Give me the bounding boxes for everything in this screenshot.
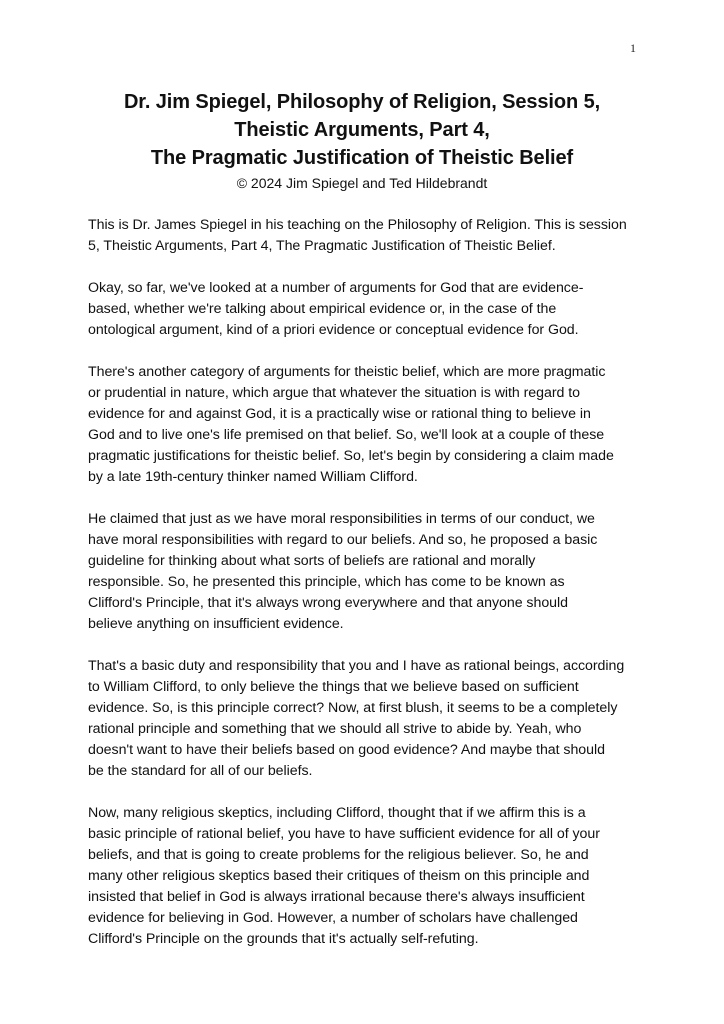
paragraph-pragmatic-arguments	[88, 362, 644, 488]
paragraph-religious-skeptics	[88, 803, 644, 950]
title-line-3: The Pragmatic Justification of Theistic Belief	[150, 147, 574, 169]
paragraph-line: believe anything on insufficient evidence.	[88, 616, 344, 632]
paragraph-line: evidence for believing in God. However, a number of scholars have challenged	[88, 910, 578, 926]
copyright-line: © 2024 Jim Spiegel and Ted Hildebrandt	[236, 175, 488, 191]
paragraph-cliffords-principle	[88, 509, 644, 635]
paragraph-line: beliefs, and that is going to create problems for the religious believer. So, he and	[88, 847, 589, 863]
title-line-2: Theistic Arguments, Part 4,	[234, 119, 490, 141]
paragraph-line: have moral responsibilities with regard to our beliefs. And so, he proposed a basic	[88, 532, 598, 548]
paragraph-line: evidence for and against God, it is a practically wise or rational thing to believe in	[88, 406, 591, 422]
document-body	[88, 215, 644, 971]
paragraph-line: by a late 19th-century thinker named William Clifford.	[88, 469, 418, 485]
paragraph-line: evidence. So, is this principle correct? Now, at first blush, it seems to be a completely	[88, 700, 618, 716]
paragraph-line: 5, Theistic Arguments, Part 4, The Pragmatic Justification of Theistic Belief.	[88, 238, 556, 254]
paragraph-line: many other religious skeptics based their critiques of theism on this principle and	[88, 868, 590, 884]
paragraph-line: insisted that belief in God is always irrational because there's always insufficient	[88, 889, 585, 905]
paragraph-line: pragmatic justifications for theistic belief. So, let's begin by considering a claim made	[88, 448, 614, 464]
paragraph-line: This is Dr. James Spiegel in his teaching on the Philosophy of Religion. This is session	[88, 217, 627, 233]
paragraph-line: Clifford's Principle on the grounds that it's actually self-refuting.	[88, 931, 479, 947]
paragraph-line: rational principle and something that we should all strive to abide by. Yeah, who	[88, 721, 582, 737]
page-number: 1	[630, 41, 636, 55]
paragraph-line: ontological argument, kind of a priori evidence or conceptual evidence for God.	[88, 322, 579, 338]
paragraph-intro	[88, 215, 644, 257]
paragraph-line: Okay, so far, we've looked at a number of arguments for God that are evidence-	[88, 280, 584, 296]
paragraph-line: Now, many religious skeptics, including Clifford, thought that if we affirm this is a	[88, 805, 586, 821]
paragraph-rational-duty	[88, 656, 644, 782]
paragraph-line: to William Clifford, to only believe the things that we believe based on sufficient	[88, 679, 579, 695]
paragraph-line: doesn't want to have their beliefs based on good evidence? And maybe that should	[88, 742, 605, 758]
document-header	[88, 88, 636, 193]
paragraph-line: He claimed that just as we have moral responsibilities in terms of our conduct, we	[88, 511, 595, 527]
paragraph-line: God and to live one's life premised on that belief. So, we'll look at a couple of these	[88, 427, 605, 443]
paragraph-line: responsible. So, he presented this principle, which has come to be known as	[88, 574, 565, 590]
paragraph-line: Clifford's Principle, that it's always wrong everywhere and that anyone should	[88, 595, 568, 611]
paragraph-line: There's another category of arguments for theistic belief, which are more pragmatic	[88, 364, 606, 380]
paragraph-line: That's a basic duty and responsibility that you and I have as rational beings, according	[88, 658, 625, 674]
paragraph-evidence-arguments	[88, 278, 644, 341]
paragraph-line: based, whether we're talking about empirical evidence or, in the case of the	[88, 301, 557, 317]
paragraph-line: or prudential in nature, which argue that whatever the situation is with regard to	[88, 385, 580, 401]
paragraph-line: guideline for thinking about what sorts of beliefs are rational and morally	[88, 553, 536, 569]
paragraph-line: basic principle of rational belief, you have to have sufficient evidence for all of your	[88, 826, 600, 842]
title-line-1: Dr. Jim Spiegel, Philosophy of Religion, Session 5,	[123, 91, 601, 113]
paragraph-line: be the standard for all of our beliefs.	[88, 763, 313, 779]
